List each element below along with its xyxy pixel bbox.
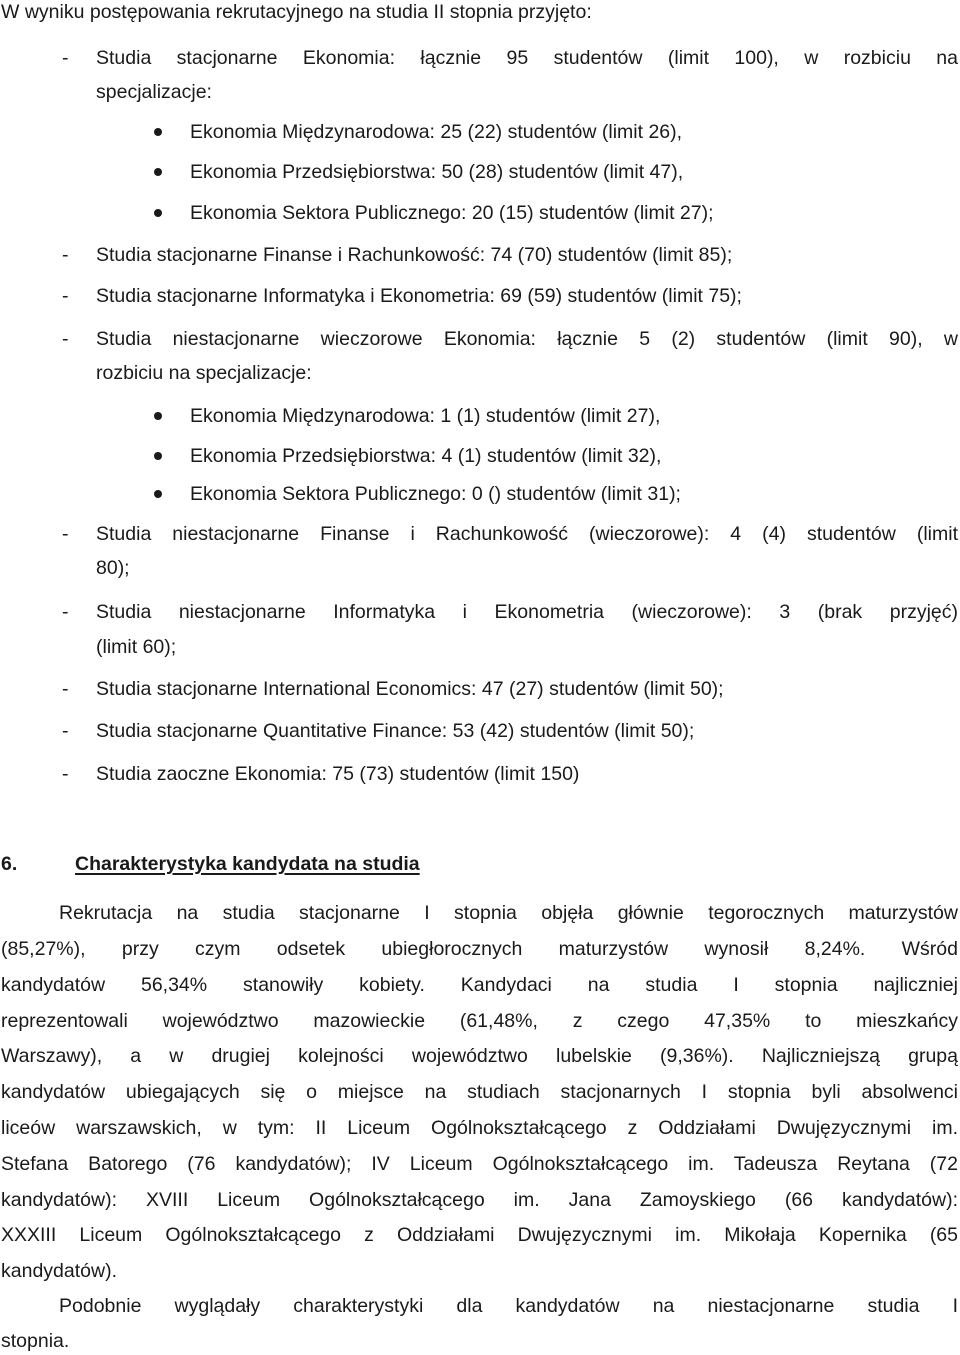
list-dash: - xyxy=(62,328,69,350)
paragraph-line: liceów warszawskich, w tym: II Liceum Ogólnokształcącego z Oddziałami Dwujęzycznymi im. xyxy=(1,1117,958,1139)
intro-text: W wyniku postępowania rekrutacyjnego na studia II stopnia przyjęto: xyxy=(1,1,592,23)
list-dash: - xyxy=(62,285,69,307)
sublist-item: Ekonomia Przedsiębiorstwa: 50 (28) studentów (limit 47), xyxy=(190,161,684,183)
sublist-item: Ekonomia Przedsiębiorstwa: 4 (1) studentów (limit 32), xyxy=(190,445,662,467)
list-dash: - xyxy=(62,720,69,742)
bullet-icon xyxy=(154,490,162,498)
list-dash: - xyxy=(62,601,69,623)
list-item-line: rozbiciu na specjalizacje: xyxy=(96,362,312,384)
sublist-item: Ekonomia Międzynarodowa: 25 (22) studentów (limit 26), xyxy=(190,121,683,143)
bullet-icon xyxy=(154,128,162,136)
bullet-icon xyxy=(154,209,162,217)
bullet-icon xyxy=(154,412,162,420)
list-item-line: specjalizacje: xyxy=(96,81,212,103)
paragraph-line: kandydatów 56,34% stanowiły kobiety. Kandydaci na studia I stopnia najliczniej xyxy=(1,974,958,996)
paragraph-line: Warszawy), a w drugiej kolejności województwo lubelskie (9,36%). Najliczniejszą grupą xyxy=(1,1045,958,1067)
paragraph-line: XXXIII Liceum Ogólnokształcącego z Oddziałami Dwujęzycznymi im. Mikołaja Kopernika (65 xyxy=(1,1224,958,1246)
bullet-icon xyxy=(154,452,162,460)
list-item-line: Studia stacjonarne Quantitative Finance: 53 (42) studentów (limit 50); xyxy=(96,720,695,742)
list-item-line: Studia niestacjonarne wieczorowe Ekonomia: łącznie 5 (2) studentów (limit 90), w xyxy=(96,328,958,350)
section-number: 6. xyxy=(1,853,18,875)
sublist-item: Ekonomia Międzynarodowa: 1 (1) studentów (limit 27), xyxy=(190,405,661,427)
paragraph-line: Stefana Batorego (76 kandydatów); IV Liceum Ogólnokształcącego im. Tadeusza Reytana (72 xyxy=(1,1153,958,1175)
list-dash: - xyxy=(62,244,69,266)
sublist-item: Ekonomia Sektora Publicznego: 20 (15) studentów (limit 27); xyxy=(190,202,714,224)
list-item-line: Studia stacjonarne Informatyka i Ekonometria: 69 (59) studentów (limit 75); xyxy=(96,285,742,307)
section-title: Charakterystyka kandydata na studia xyxy=(75,853,420,875)
paragraph-line: reprezentowali województwo mazowieckie (61,48%, z czego 47,35% to mieszkańcy xyxy=(1,1010,958,1032)
list-dash: - xyxy=(62,763,69,785)
list-dash: - xyxy=(62,47,69,69)
paragraph-line: Podobnie wyglądały charakterystyki dla kandydatów na niestacjonarne studia I xyxy=(59,1295,958,1317)
sublist-item: Ekonomia Sektora Publicznego: 0 () studentów (limit 31); xyxy=(190,483,681,505)
bullet-icon xyxy=(154,168,162,176)
paragraph-line: kandydatów): XVIII Liceum Ogólnokształcącego im. Jana Zamoyskiego (66 kandydatów): xyxy=(1,1189,958,1211)
paragraph-line: Rekrutacja na studia stacjonarne I stopnia objęła głównie tegorocznych maturzystów xyxy=(59,902,958,924)
list-item-line: Studia zaoczne Ekonomia: 75 (73) studentów (limit 150) xyxy=(96,763,580,785)
paragraph-line: (85,27%), przy czym odsetek ubiegłorocznych maturzystów wynosił 8,24%. Wśród xyxy=(1,938,958,960)
paragraph-line: kandydatów ubiegających się o miejsce na studiach stacjonarnych I stopnia byli absolwenci xyxy=(1,1081,958,1103)
list-item-line: 80); xyxy=(96,557,130,579)
list-item-line: Studia stacjonarne Ekonomia: łącznie 95 studentów (limit 100), w rozbiciu na xyxy=(96,47,958,69)
paragraph-line: stopnia. xyxy=(1,1330,70,1352)
list-dash: - xyxy=(62,678,69,700)
list-item-line: Studia stacjonarne Finanse i Rachunkowość: 74 (70) studentów (limit 85); xyxy=(96,244,733,266)
list-dash: - xyxy=(62,523,69,545)
list-item-line: Studia niestacjonarne Informatyka i Ekonometria (wieczorowe): 3 (brak przyjęć) xyxy=(96,601,958,623)
paragraph-line: kandydatów). xyxy=(1,1260,117,1282)
list-item-line: (limit 60); xyxy=(96,636,177,658)
list-item-line: Studia stacjonarne International Economics: 47 (27) studentów (limit 50); xyxy=(96,678,724,700)
list-item-line: Studia niestacjonarne Finanse i Rachunkowość (wieczorowe): 4 (4) studentów (limit xyxy=(96,523,958,545)
